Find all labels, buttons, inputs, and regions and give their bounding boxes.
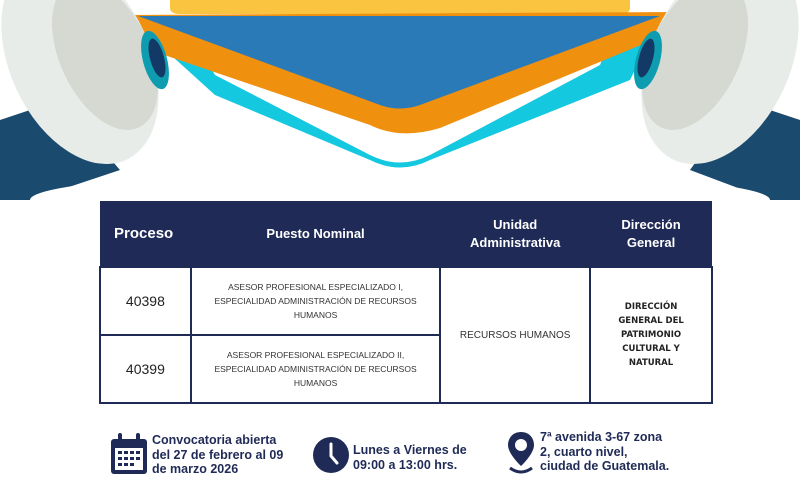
address-line: 7ª avenida 3-67 zona	[540, 430, 663, 444]
puesto-cell: ASESOR PROFESIONAL ESPECIALIZADO II, ESPECIALIDAD ADMINISTRACIÓN DE RECURSOS HUMANOS	[191, 335, 441, 403]
direccion-cell: DIRECCIÓN GENERAL DEL PATRIMONIO CULTURAL Y NATURAL	[590, 267, 712, 403]
table-header	[100, 201, 712, 267]
dates-line: de marzo 2026	[152, 462, 239, 476]
hours-line: Lunes a Viernes de	[353, 443, 467, 457]
puesto-cell: ASESOR PROFESIONAL ESPECIALIZADO I, ESPECIALIDAD ADMINISTRACIÓN DE RECURSOS HUMANOS	[191, 267, 441, 335]
proceso-cell: 40398	[100, 267, 191, 335]
location-pin-icon	[506, 430, 536, 476]
hours-line: 09:00 a 13:00 hrs.	[353, 457, 458, 472]
calendar-icon	[110, 433, 148, 475]
dates-line: Convocatoria abierta	[152, 433, 277, 447]
header-proceso: Proceso	[100, 201, 191, 267]
address-line: ciudad de Guatemala.	[540, 459, 670, 473]
clock-icon	[313, 437, 349, 473]
header-unidad: Unidad Administrativa	[440, 201, 590, 267]
address-info	[506, 430, 669, 476]
header-banner-graphic	[0, 0, 800, 200]
banner-yellow	[170, 0, 630, 14]
proceso-cell: 40399	[100, 335, 191, 403]
dates-line: del 27 de febrero al 09	[152, 447, 284, 462]
unidad-cell: RECURSOS HUMANOS	[440, 267, 590, 403]
table-row	[100, 267, 712, 335]
header-direccion: Dirección General	[590, 201, 712, 267]
dates-info	[110, 433, 283, 477]
header-puesto: Puesto Nominal	[191, 201, 441, 267]
address-line: 2, cuarto nivel,	[540, 444, 628, 459]
hours-info	[313, 437, 467, 473]
positions-table	[99, 201, 713, 404]
